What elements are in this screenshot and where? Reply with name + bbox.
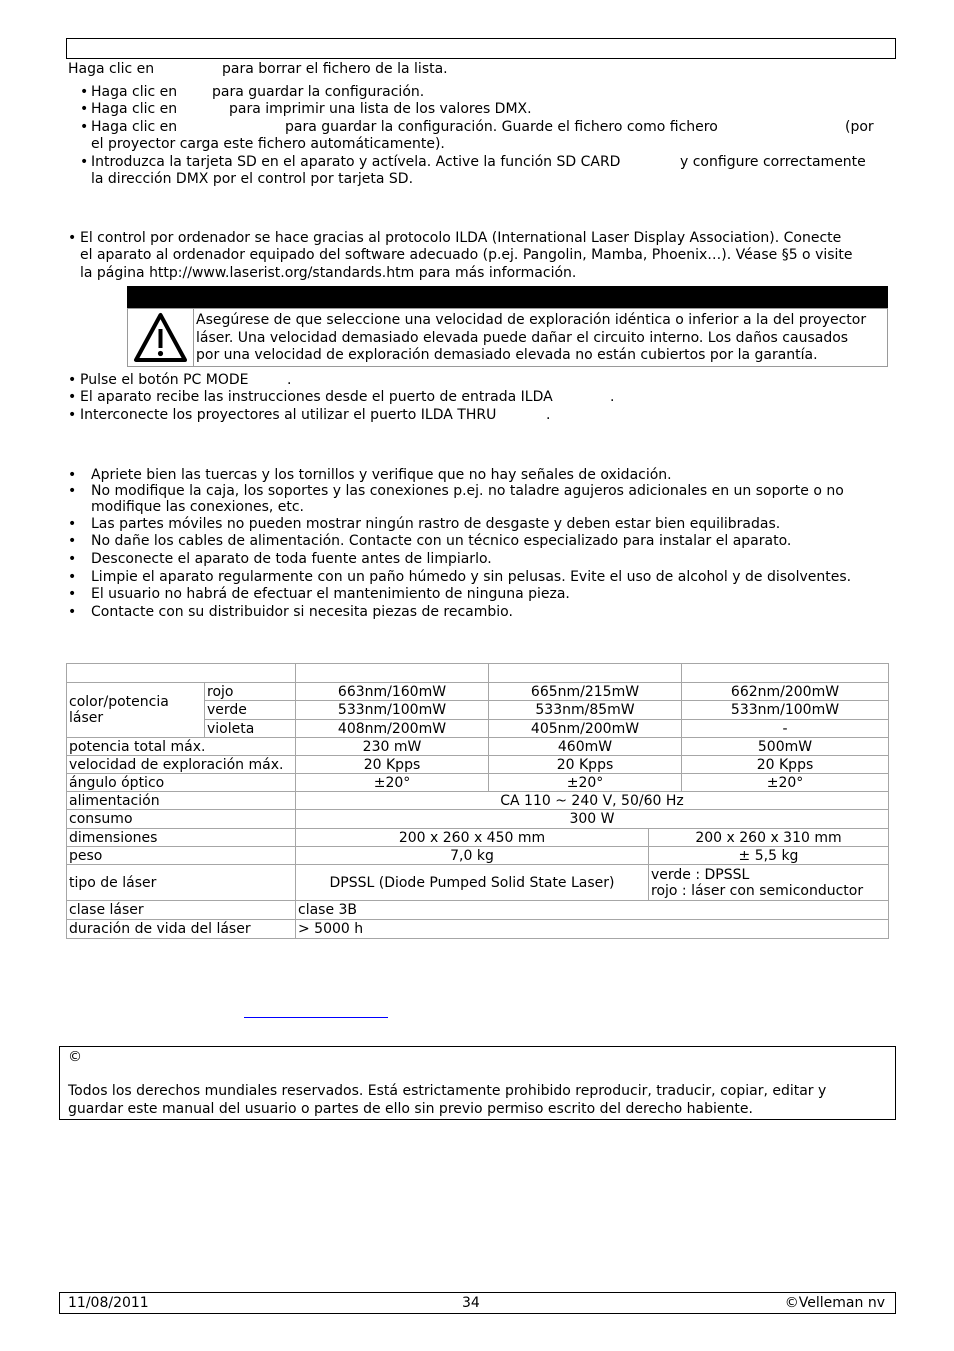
footer-brand: ©Velleman nv xyxy=(784,1295,885,1311)
table-cell: 533nm/100mW xyxy=(682,701,889,720)
maintenance-item: Contacte con su distribuidor si necesita piezas de recambio. xyxy=(91,604,513,620)
table-row xyxy=(67,683,889,701)
copyright-line: Todos los derechos mundiales reservados. Está estrictamente prohibido reproducir, traducir, copiar, editar y xyxy=(68,1083,827,1099)
maintenance-item: Limpie el aparato regularmente con un paño húmedo y sin pelusas. Evite el uso de alcohol y de disolventes. xyxy=(91,569,852,585)
table-cell: 533nm/100mW xyxy=(296,701,489,720)
table-cell: 408nm/200mW xyxy=(296,720,489,738)
sd-card-bullet-line2: la dirección DMX por el control por tarjeta SD. xyxy=(91,171,414,187)
bullet-marker: • xyxy=(80,84,89,100)
row-label: potencia total máx. xyxy=(67,738,296,756)
print-bullet-prefix: Haga clic en xyxy=(91,101,178,117)
save-file-bullet-end: (por xyxy=(845,119,874,135)
pc-control-line: el aparato al ordenador equipado del software adecuado (p.ej. Pangolin, Mamba, Phoenix…). Véase §5 o visite xyxy=(80,247,853,263)
bullet-marker: • xyxy=(68,533,77,549)
step-end: . xyxy=(287,372,292,388)
table-cell: clase 3B xyxy=(296,901,889,920)
table-cell: DPSSL (Diode Pumped Solid State Laser) xyxy=(296,865,649,901)
maintenance-item: Las partes móviles no pueden mostrar ningún rastro de desgaste y deben estar bien equilibradas. xyxy=(91,516,781,532)
table-cell: 460mW xyxy=(489,738,682,756)
table-cell: 300 W xyxy=(296,810,889,829)
table-cell: ±20° xyxy=(489,774,682,792)
color-name: verde xyxy=(205,701,296,720)
copyright-symbol: © xyxy=(68,1049,82,1065)
table-header-cell xyxy=(489,664,682,683)
table-cell: 200 x 260 x 310 mm xyxy=(649,829,889,847)
save-file-bullet-prefix: Haga clic en xyxy=(91,119,178,135)
table-cell: 663nm/160mW xyxy=(296,683,489,701)
bullet-marker: • xyxy=(68,586,77,602)
footer-page-number: 34 xyxy=(462,1295,480,1311)
row-label: tipo de láser xyxy=(67,865,296,901)
table-header-cell xyxy=(682,664,889,683)
table-row xyxy=(67,792,889,810)
row-label: velocidad de exploración máx. xyxy=(67,756,296,774)
table-row xyxy=(67,738,889,756)
bullet-marker: • xyxy=(80,119,89,135)
website-link[interactable] xyxy=(244,1007,388,1018)
bullet-marker: • xyxy=(68,516,77,532)
intro-prefix: Haga clic en xyxy=(68,61,155,77)
print-bullet-suffix: para imprimir una lista de los valores DMX. xyxy=(229,101,532,117)
table-header-cell xyxy=(296,664,489,683)
bullet-marker: • xyxy=(68,407,77,423)
table-cell: 662nm/200mW xyxy=(682,683,889,701)
pc-control-line: la página http://www.laserist.org/standards.htm para más información. xyxy=(80,265,577,281)
footer-date: 11/08/2011 xyxy=(68,1295,149,1311)
table-header-cell xyxy=(67,664,296,683)
maintenance-item: No modifique la caja, los soportes y las conexiones p.ej. no taladre agujeros adicionales en un soporte o no xyxy=(91,483,844,499)
table-cell: 500mW xyxy=(682,738,889,756)
warning-text-line: Asegúrese de que seleccione una velocidad de exploración idéntica o inferior a la del proyector xyxy=(196,312,867,328)
row-label: ángulo óptico xyxy=(67,774,296,792)
table-cell: - xyxy=(682,720,889,738)
table-cell: 230 mW xyxy=(296,738,489,756)
intro-suffix: para borrar el fichero de la lista. xyxy=(222,61,448,77)
section-title-box xyxy=(66,38,896,59)
warning-icon-cell xyxy=(127,308,194,367)
table-row xyxy=(67,920,889,939)
sd-card-bullet-line1-end: y configure correctamente xyxy=(680,154,866,170)
save-file-bullet-middle: para guardar la configuración. Guarde el fichero como fichero xyxy=(285,119,718,135)
bullet-marker: • xyxy=(68,569,77,585)
copyright-line: guardar este manual del usuario o partes de ello sin previo permiso escrito del derecho habiente. xyxy=(68,1101,753,1117)
table-row xyxy=(67,756,889,774)
table-cell: 7,0 kg xyxy=(296,847,649,865)
bullet-marker: • xyxy=(68,230,77,246)
row-label: duración de vida del láser xyxy=(67,920,296,939)
maintenance-item: Desconecte el aparato de toda fuente antes de limpiarlo. xyxy=(91,551,492,567)
bullet-marker: • xyxy=(68,483,77,499)
table-cell: 405nm/200mW xyxy=(489,720,682,738)
step-end: . xyxy=(610,389,615,405)
table-cell: 20 Kpps xyxy=(296,756,489,774)
color-name: rojo xyxy=(205,683,296,701)
warning-text-line: por una velocidad de exploración demasiado elevada no están cubiertos por la garantía. xyxy=(196,347,818,363)
row-label: clase láser xyxy=(67,901,296,920)
table-cell: 200 x 260 x 450 mm xyxy=(296,829,649,847)
laser-type-detail-line: verde : DPSSL xyxy=(651,866,750,883)
step-text: Pulse el botón PC MODE xyxy=(80,372,249,388)
table-row xyxy=(67,829,889,847)
maintenance-item: El usuario no habrá de efectuar el mantenimiento de ninguna pieza. xyxy=(91,586,570,602)
row-label: peso xyxy=(67,847,296,865)
table-row xyxy=(67,774,889,792)
warning-header-bar xyxy=(127,286,888,308)
bullet-marker: • xyxy=(80,101,89,117)
row-label: dimensiones xyxy=(67,829,296,847)
table-cell: > 5000 h xyxy=(296,920,889,939)
row-label: consumo xyxy=(67,810,296,829)
color-name: violeta xyxy=(205,720,296,738)
table-cell: CA 110 ~ 240 V, 50/60 Hz xyxy=(296,792,889,810)
table-cell: ±20° xyxy=(682,774,889,792)
pc-control-line: El control por ordenador se hace gracias al protocolo ILDA (International Laser Display Association). Conecte xyxy=(80,230,842,246)
table-row xyxy=(67,847,889,865)
bullet-marker: • xyxy=(68,389,77,405)
step-end: . xyxy=(546,407,551,423)
bullet-marker: • xyxy=(80,154,89,170)
save-bullet-prefix: Haga clic en xyxy=(91,84,178,100)
table-cell: 533nm/85mW xyxy=(489,701,682,720)
bullet-marker: • xyxy=(68,372,77,388)
table-cell: ± 5,5 kg xyxy=(649,847,889,865)
laser-type-detail-cell xyxy=(649,865,889,901)
table-row xyxy=(67,865,889,901)
table-header-row xyxy=(67,664,889,683)
table-cell: 20 Kpps xyxy=(489,756,682,774)
bullet-marker: • xyxy=(68,467,77,483)
color-power-label: color/potencia láser xyxy=(67,683,205,738)
table-cell: 20 Kpps xyxy=(682,756,889,774)
bullet-marker: • xyxy=(68,551,77,567)
maintenance-item-continuation: modifique las conexiones, etc. xyxy=(91,499,305,515)
step-text: Interconecte los proyectores al utilizar el puerto ILDA THRU xyxy=(80,407,497,423)
warning-triangle-icon xyxy=(128,309,193,366)
warning-text-line: láser. Una velocidad demasiado elevada puede dañar el circuito interno. Los daños causados xyxy=(196,330,849,346)
table-row xyxy=(67,810,889,829)
table-cell: 665nm/215mW xyxy=(489,683,682,701)
row-label: alimentación xyxy=(67,792,296,810)
save-file-bullet-line2: el proyector carga este fichero automáticamente). xyxy=(91,136,445,152)
table-row xyxy=(67,901,889,920)
laser-type-detail-line: rojo : láser con semiconductor xyxy=(651,882,864,899)
save-bullet-suffix: para guardar la configuración. xyxy=(212,84,425,100)
table-cell: ±20° xyxy=(296,774,489,792)
maintenance-item: No dañe los cables de alimentación. Contacte con un técnico especializado para instalar el aparato. xyxy=(91,533,792,549)
step-text: El aparato recibe las instrucciones desde el puerto de entrada ILDA xyxy=(80,389,553,405)
specifications-table xyxy=(66,663,889,939)
maintenance-item: Apriete bien las tuercas y los tornillos y verifique que no hay señales de oxidación. xyxy=(91,467,672,483)
sd-card-bullet-line1: Introduzca la tarjeta SD en el aparato y actívela. Active la función SD CARD xyxy=(91,154,621,170)
bullet-marker: • xyxy=(68,604,77,620)
